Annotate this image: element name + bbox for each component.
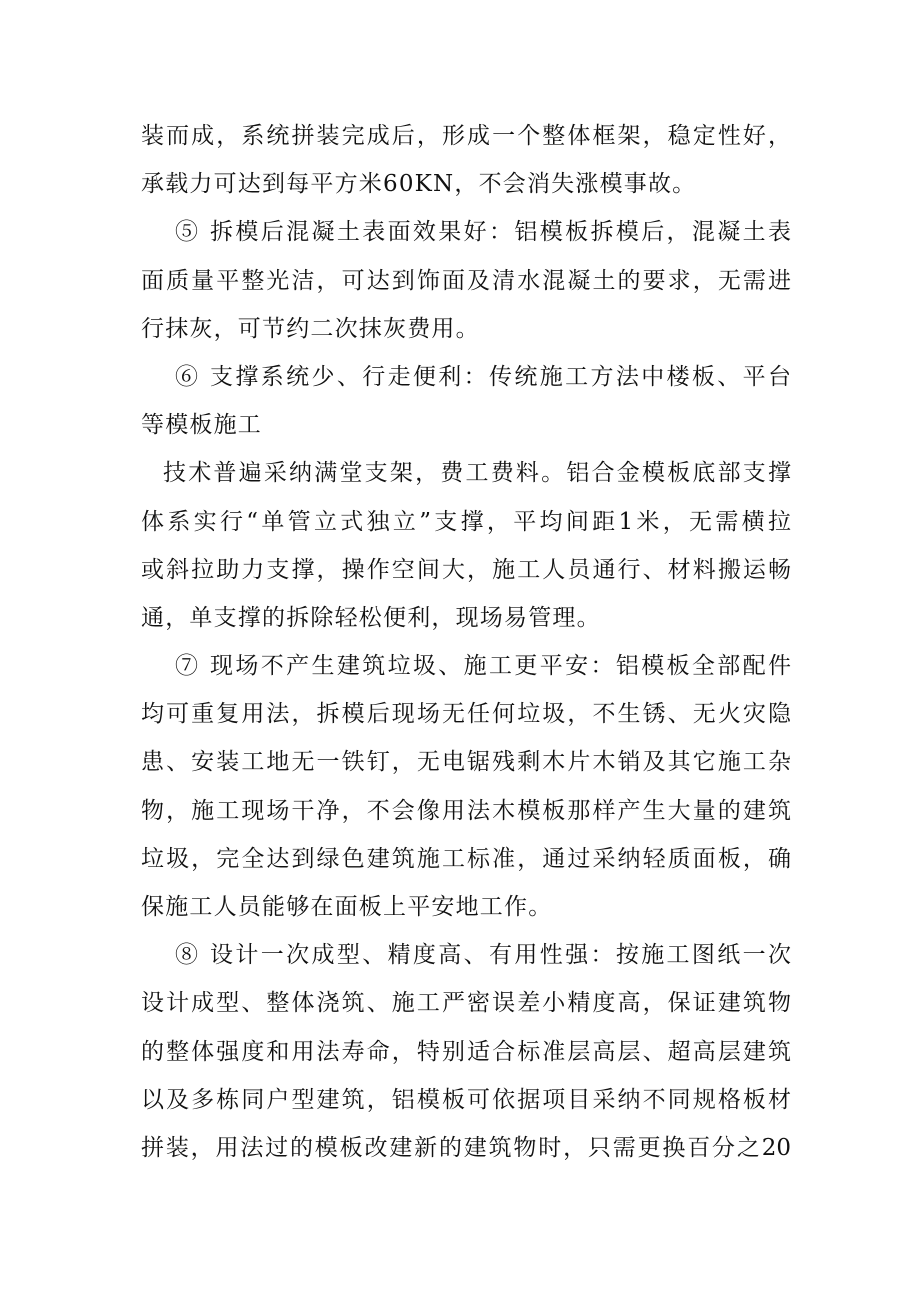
text-line: 保施工人员能够在面板上平安地工作。 [141,894,553,920]
text-line: 体系实行“单管立式独立”支撑，平均间距1米，无需横拉 [141,508,791,535]
text-line: 通，单支撑的拆除轻松便利，现场易管理。 [141,604,601,631]
text-line: 患、安装工地无一铁钉，无电锯残剩木片木销及其它施工杂 [141,749,791,776]
text-line: 拼装，用法过的模板改建新的建筑物时，只需更换百分之20 [141,1134,791,1161]
text-line: 垃圾，完全达到绿色建筑施工标准，通过采纳轻质面板，确 [141,845,791,872]
text-line: ⑥ 支撑系统少、行走便利：传统施工方法中楼板、平台 [175,363,791,390]
text-line: 等模板施工 [141,412,262,439]
text-line: 物，施工现场干净，不会像用法木模板那样产生大量的建筑 [141,797,791,824]
text-line: 或斜拉助力支撑，操作空间大，施工人员通行、材料搬运畅 [141,556,791,583]
text-line: 以及多栋同户型建筑，铝模板可依据项目采纳不同规格板材 [141,1086,791,1113]
text-line: 均可重复用法，拆模后现场无任何垃圾，不生锈、无火灾隐 [141,701,791,728]
text-line: 技术普遍采纳满堂支架，费工费料。铝合金模板底部支撑 [163,460,791,487]
text-line: 面质量平整光洁，可达到饰面及清水混凝土的要求，无需进 [141,267,791,294]
body-text [141,112,791,1172]
text-line: 承载力可达到每平方米60KN，不会消失涨模事故。 [141,171,697,198]
text-line: ⑦ 现场不产生建筑垃圾、施工更平安：铝模板全部配件 [175,653,791,680]
text-line: 设计成型、整体浇筑、施工严密误差小精度高，保证建筑物 [141,990,791,1017]
text-line: 行抹灰，可节约二次抹灰费用。 [141,315,480,342]
text-line: ⑤ 拆模后混凝土表面效果好：铝模板拆模后，混凝土表 [175,219,791,246]
text-line: 的整体强度和用法寿命，特别适合标准层高层、超高层建筑 [141,1038,791,1065]
text-line: 装而成，系统拼装完成后，形成一个整体框架，稳定性好， [141,123,791,149]
text-line: ⑧ 设计一次成型、精度高、有用性强：按施工图纸一次 [175,942,791,969]
